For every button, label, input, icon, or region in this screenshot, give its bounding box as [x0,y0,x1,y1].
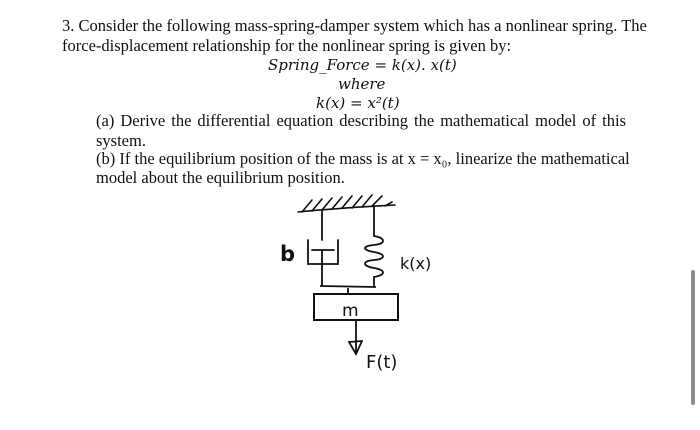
force-arrow [349,320,362,354]
ground-hatching [298,195,395,212]
problem-intro-line-1: 3. Consider the following mass-spring-damper system which has a nonlinear spring. The [62,16,647,35]
force-label: F(t) [366,352,398,373]
spring-force-equation: Spring_Force = k(x). x(t) [268,56,457,74]
problem-intro-line-2: force-displacement relationship for the nonlinear spring is given by: [62,36,512,55]
scrollbar-thumb[interactable] [691,270,695,405]
part-b-line-2: model about the equilibrium position. [96,168,345,187]
stiffness-equation: k(x) = x²(t) [316,94,400,112]
part-b-line-1: (b) If the equilibrium position of the mass is at x = x₀, linearize the mathematical [96,149,630,168]
mass-label: m [342,301,359,321]
part-a-line-1: (a) Derive the differential equation describing the mathematical model of this [96,111,626,130]
mass-spring-damper-diagram [250,190,470,380]
part-a-line-2: system. [96,131,146,150]
scrollbar-track[interactable] [686,0,700,430]
damper-label: b [280,242,296,266]
connector-bar [320,286,376,287]
spring-symbol [365,206,383,286]
spring-label: k(x) [400,254,432,273]
damper-symbol [308,211,338,285]
equation-where: where [338,75,386,93]
